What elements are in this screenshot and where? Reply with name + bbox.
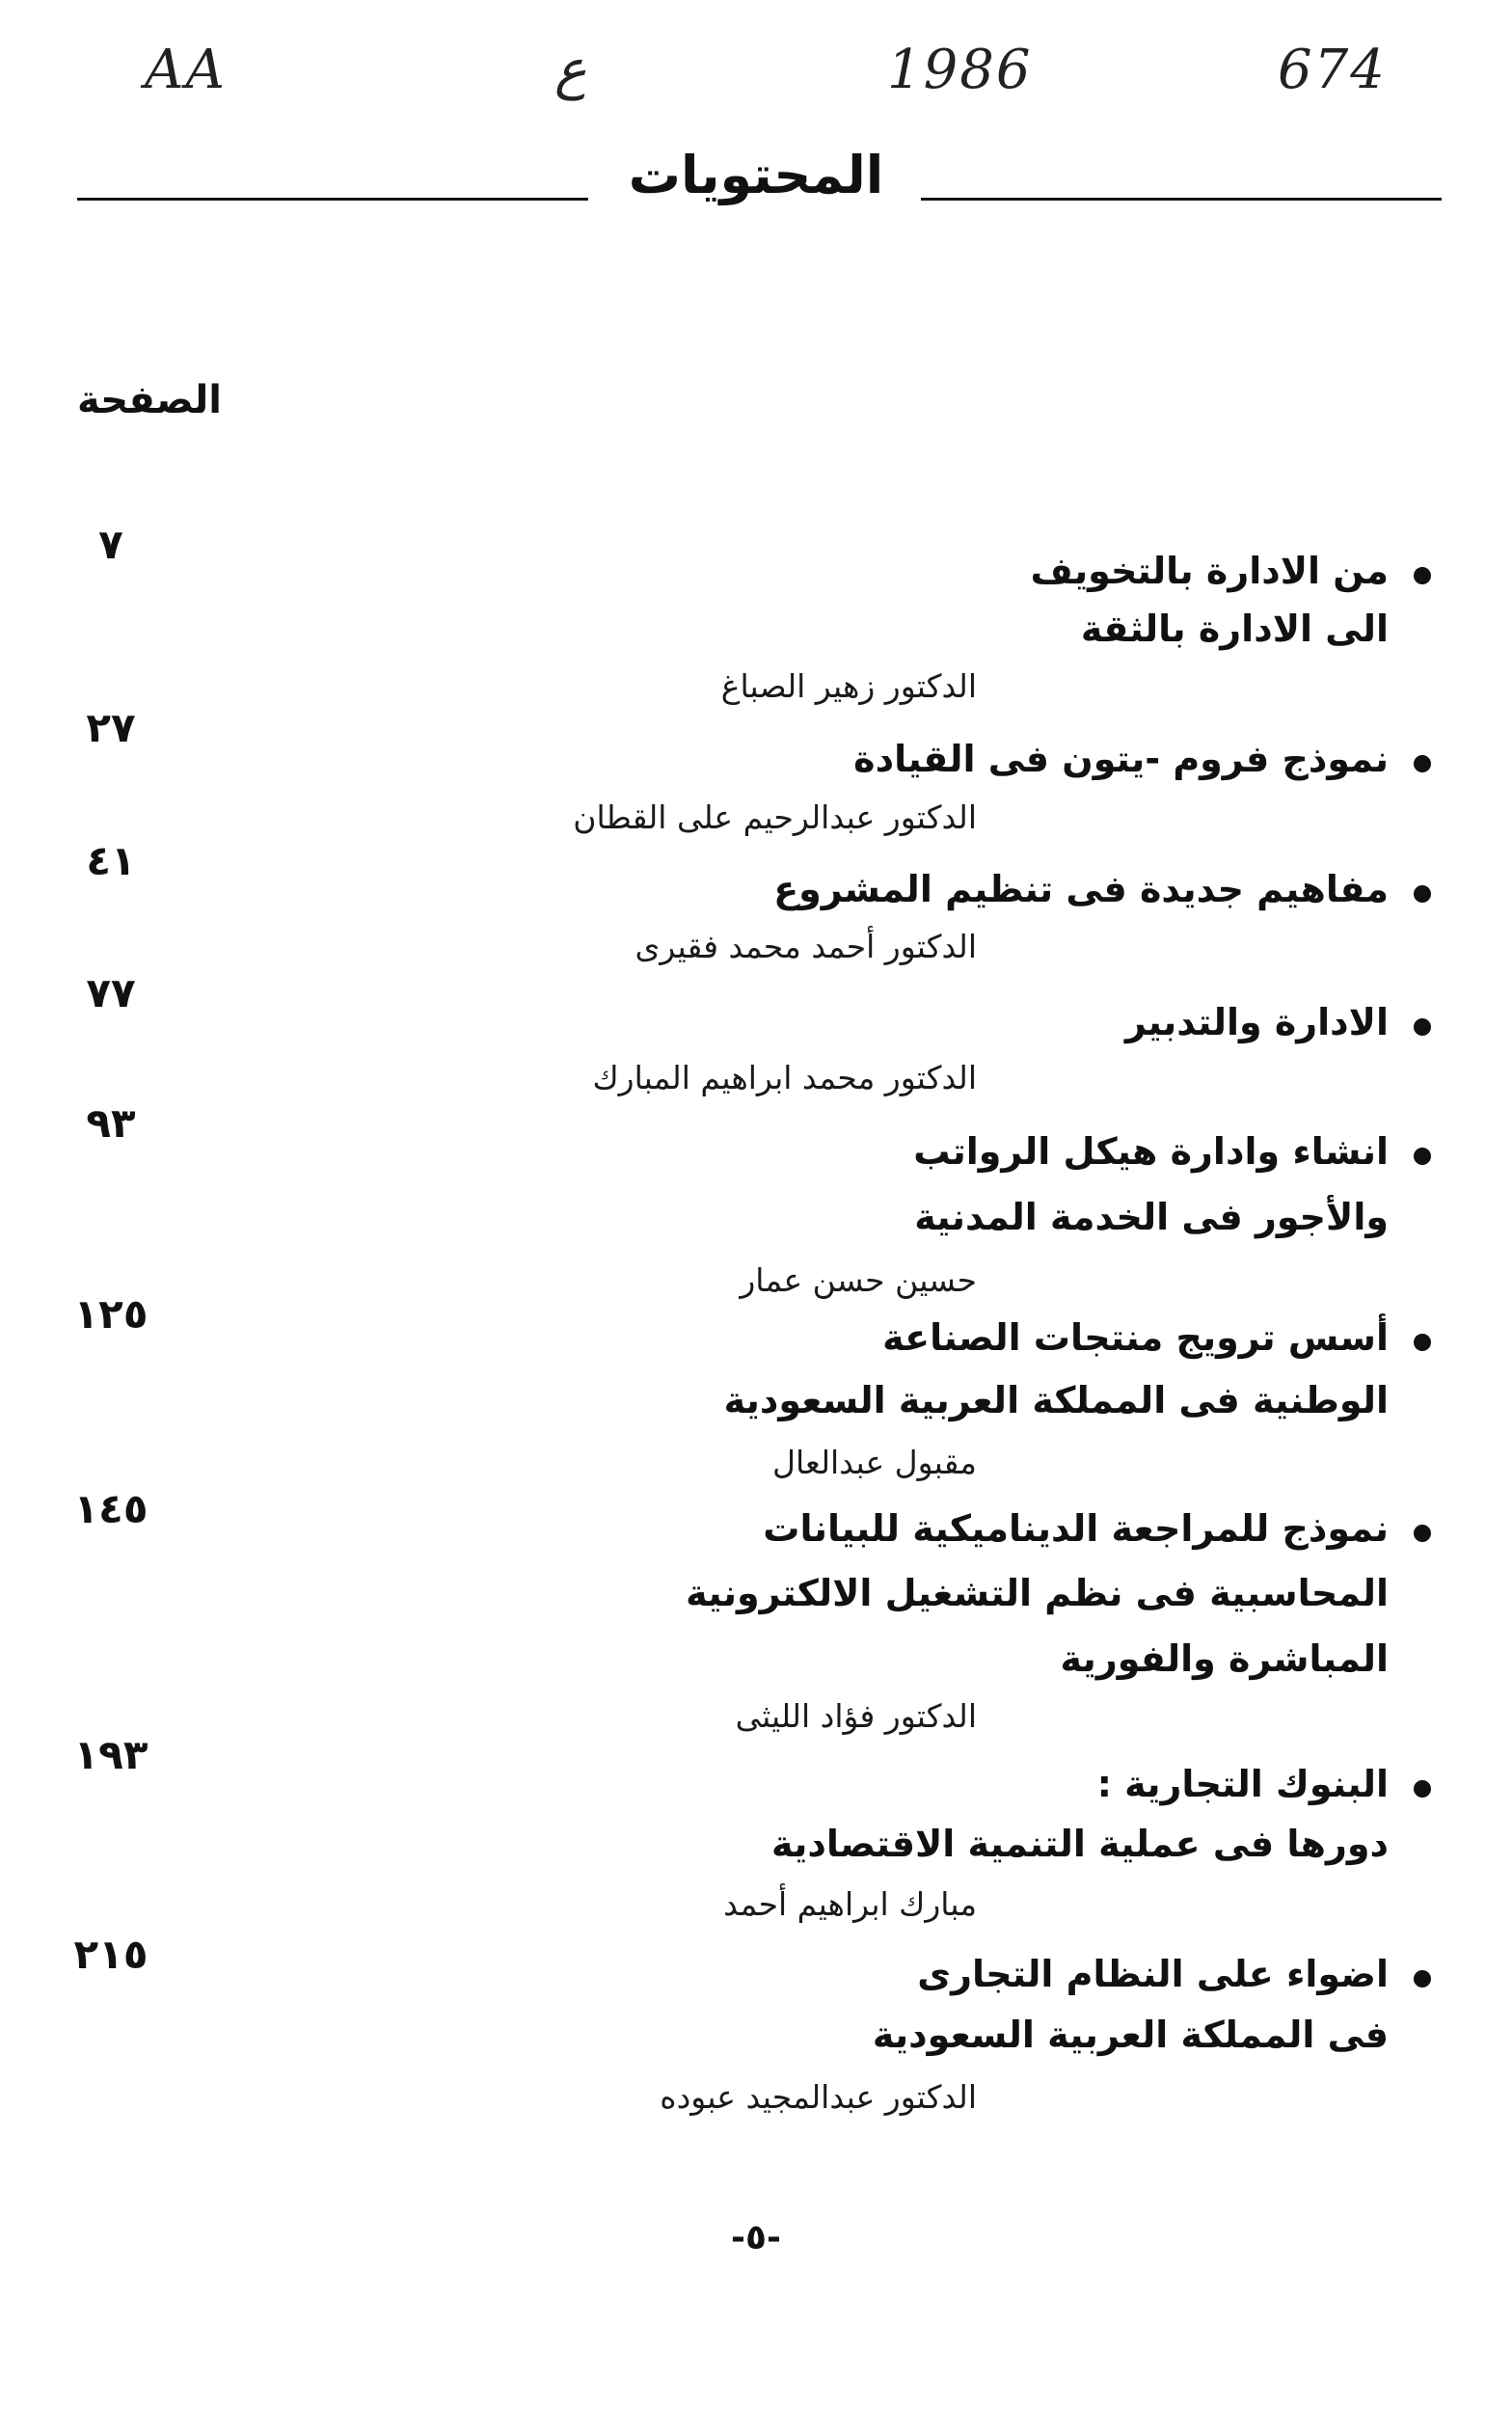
entry-title-line: انشاء وادارة هيكل الرواتب: [913, 1130, 1389, 1173]
entry-page-number: ١٢٥: [73, 1290, 148, 1338]
entry-author: مقبول عبدالعال: [772, 1444, 977, 1481]
bullet-icon: [1414, 755, 1431, 772]
bullet-icon: [1414, 1018, 1431, 1036]
entry-page-number: ٧٧: [86, 969, 136, 1016]
entry-page-number: ١٤٥: [73, 1485, 148, 1532]
footer-page-number: -٥-: [731, 2218, 781, 2258]
entry-page-number: ٢٧: [86, 704, 136, 751]
bullet-icon: [1414, 1970, 1431, 1988]
entry-title-line: البنوك التجارية :: [1097, 1763, 1389, 1805]
handwritten-note-year: 1986: [887, 39, 1033, 101]
bullet-icon: [1414, 885, 1431, 903]
entry-author: الدكتور عبدالمجيد عبوده: [660, 2078, 977, 2116]
entry-title-line: فى المملكة العربية السعودية: [872, 2014, 1389, 2056]
handwritten-note-center-left: ع: [554, 39, 587, 101]
entry-title-line: من الادارة بالتخويف: [1031, 550, 1389, 592]
handwritten-note-left: AA: [145, 39, 227, 101]
entry-author: حسين حسن عمار: [740, 1261, 977, 1299]
entry-page-number: ٤١: [86, 837, 136, 884]
bullet-icon: [1414, 1148, 1431, 1165]
entry-title-line: نموذج للمراجعة الديناميكية للبيانات: [763, 1507, 1389, 1550]
entry-page-number: ١٩٣: [73, 1731, 148, 1778]
entry-author: الدكتور فؤاد الليثى: [735, 1697, 977, 1735]
bullet-icon: [1414, 1334, 1431, 1351]
entry-page-number: ٩٣: [86, 1099, 136, 1147]
entry-title-line: الى الادارة بالثقة: [1080, 608, 1389, 650]
bullet-icon: [1414, 567, 1431, 584]
bullet-icon: [1414, 1525, 1431, 1542]
entry-author: الدكتور زهير الصباغ: [720, 667, 977, 705]
bullet-icon: [1414, 1780, 1431, 1798]
entry-author: الدكتور عبدالرحيم على القطان: [573, 798, 977, 836]
entry-title-line: مفاهيم جديدة فى تنظيم المشروع: [773, 868, 1389, 910]
entry-title-line: الوطنية فى المملكة العربية السعودية: [723, 1379, 1389, 1421]
entry-title-line: نموذج فروم -يتون فى القيادة: [853, 738, 1389, 780]
entry-title-line: المباشرة والفورية: [1060, 1637, 1389, 1680]
entry-title-line: المحاسبية فى نظم التشغيل الالكترونية: [686, 1572, 1389, 1614]
page-column-header: الصفحة: [77, 378, 223, 422]
entry-title-line: دورها فى عملية التنمية الاقتصادية: [771, 1823, 1389, 1865]
entry-page-number: ٢١٥: [73, 1931, 148, 1978]
entry-author: الدكتور محمد ابراهيم المبارك: [592, 1059, 977, 1096]
handwritten-note-right: 674: [1278, 39, 1387, 101]
entry-title-line: أسس ترويج منتجات الصناعة: [882, 1316, 1389, 1359]
entry-title-line: اضواء على النظام التجارى: [917, 1953, 1389, 1995]
page-title: المحتويات: [628, 145, 884, 205]
entry-author: مبارك ابراهيم أحمد: [723, 1885, 977, 1923]
entry-title-line: الادارة والتدبير: [1125, 1001, 1389, 1043]
entry-author: الدكتور أحمد محمد فقيرى: [634, 928, 977, 965]
entry-page-number: ٧: [98, 521, 123, 568]
entry-title-line: والأجور فى الخدمة المدنية: [914, 1196, 1389, 1238]
